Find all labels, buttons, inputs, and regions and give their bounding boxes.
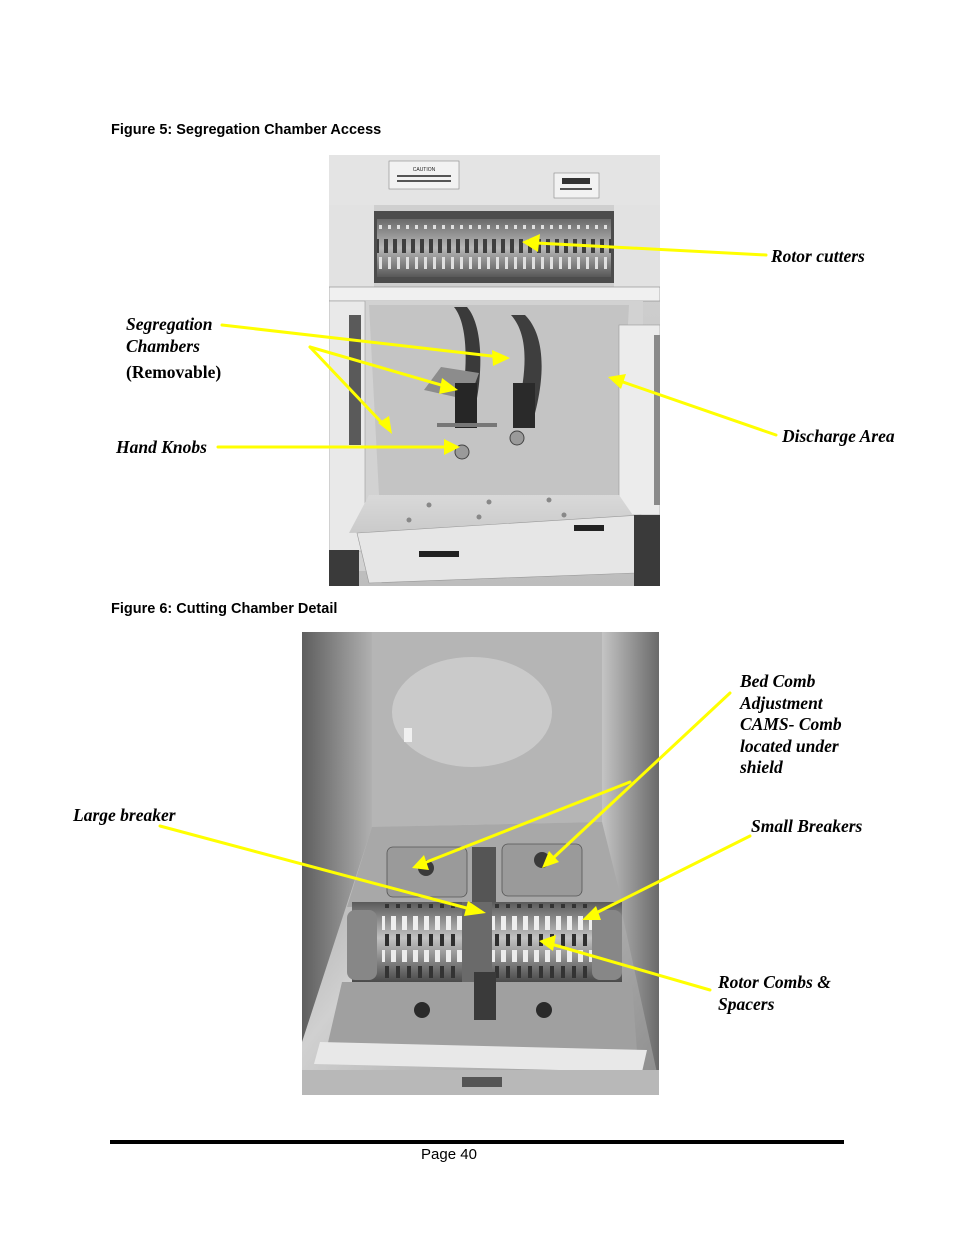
page-number-text: Page 40 [421, 1146, 477, 1163]
label-small-breakers: Small Breakers [751, 816, 863, 836]
page-number [0, 1146, 954, 1163]
label-rotor-combs-spacers: Rotor Combs & Spacers [718, 972, 831, 1014]
caution-decal-text: CAUTION [412, 167, 436, 173]
label-hand-knobs: Hand Knobs [116, 437, 207, 457]
label-removable: (Removable) [126, 362, 222, 382]
footer-rule [110, 1140, 844, 1144]
cutting-chamber-photo [302, 632, 659, 1095]
label-bed-comb-adjustment: Bed Comb Adjustment CAMS- Comb located under shield [740, 671, 842, 777]
figure-5-caption: Figure 5: Segregation Chamber Access [111, 122, 382, 138]
segregation-chamber-photo [329, 155, 660, 586]
label-discharge-area: Discharge Area [782, 426, 895, 446]
label-large-breaker: Large breaker [73, 805, 176, 825]
label-segregation-chambers: Segregation Chambers [126, 314, 213, 356]
figure-6-caption: Figure 6: Cutting Chamber Detail [111, 601, 338, 617]
label-rotor-cutters: Rotor cutters [771, 246, 865, 266]
